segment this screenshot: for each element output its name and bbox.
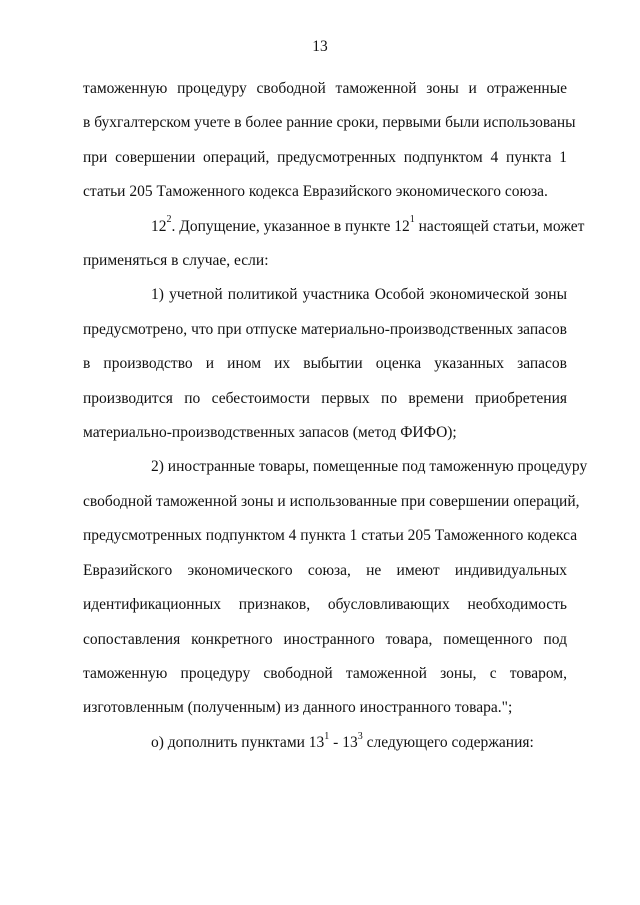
text-run: . Допущение, указанное в пункте 12	[171, 217, 410, 235]
text-run: идентификационных признаков, обусловливающих необходимость	[83, 596, 567, 614]
text-line	[83, 554, 567, 588]
text-run: Евразийского экономического союза, не имеют индивидуальных	[83, 561, 567, 579]
document-body	[83, 72, 588, 760]
text-line	[83, 347, 567, 381]
superscript: 1	[324, 730, 330, 742]
superscript: 1	[409, 214, 415, 226]
text-line	[83, 244, 567, 278]
text-line	[83, 519, 578, 553]
text-run: таможенную процедуру свободной таможенной зоны и отраженные	[83, 80, 567, 97]
text-run: следующего содержания:	[362, 733, 534, 751]
text-line	[83, 72, 567, 106]
text-line	[83, 588, 567, 622]
superscript: 3	[357, 730, 363, 742]
text-run: производится по себестоимости первых по времени приобретения	[83, 389, 567, 407]
text-run: о) дополнить пунктами 13	[151, 733, 325, 751]
text-line	[83, 485, 580, 519]
text-line	[83, 416, 567, 450]
text-run: применяться в случае, если:	[83, 252, 269, 270]
text-line	[83, 175, 567, 209]
text-run: изготовленным (полученным) из данного иностранного товара.";	[83, 699, 513, 717]
text-run: настоящей статьи, может	[414, 217, 585, 235]
text-line	[83, 313, 567, 347]
text-run: свободной таможенной зоны и использованные при совершении операций,	[83, 492, 580, 510]
text-run: в бухгалтерском учете в более ранние сроки, первыми были использованы	[83, 114, 576, 132]
text-run: 1) учетной политикой участника Особой экономической зоны	[151, 286, 567, 304]
text-run: материально-производственных запасов (метод ФИФО);	[83, 424, 457, 442]
text-run: предусмотренных подпунктом 4 пункта 1 статьи 205 Таможенного кодекса	[83, 527, 578, 545]
text-run: 12	[151, 217, 167, 235]
text-run: - 13	[329, 733, 358, 751]
text-line	[83, 450, 588, 484]
text-run: сопоставления конкретного иностранного товара, помещенного под	[83, 630, 567, 648]
text-run: в производство и ином их выбытии оценка указанных запасов	[83, 355, 567, 373]
text-line	[83, 726, 567, 760]
text-run: таможенную процедуру свободной таможенной зоны, с товаром,	[83, 664, 567, 682]
page-number: 13	[312, 38, 328, 55]
text-line	[83, 106, 576, 140]
text-line	[83, 623, 567, 657]
text-line	[83, 382, 567, 416]
text-run: 2) иностранные товары, помещенные под таможенную процедуру	[151, 458, 588, 476]
text-run: предусмотрено, что при отпуске материально-производственных запасов	[83, 320, 567, 338]
text-line	[83, 278, 567, 312]
text-run: при совершении операций, предусмотренных подпунктом 4 пункта 1	[83, 148, 567, 166]
text-line	[83, 210, 585, 244]
text-run: статьи 205 Таможенного кодекса Евразийского экономического союза.	[83, 183, 548, 201]
superscript: 2	[166, 214, 172, 226]
text-line	[83, 657, 567, 691]
text-line	[83, 691, 567, 725]
text-line	[83, 141, 567, 175]
